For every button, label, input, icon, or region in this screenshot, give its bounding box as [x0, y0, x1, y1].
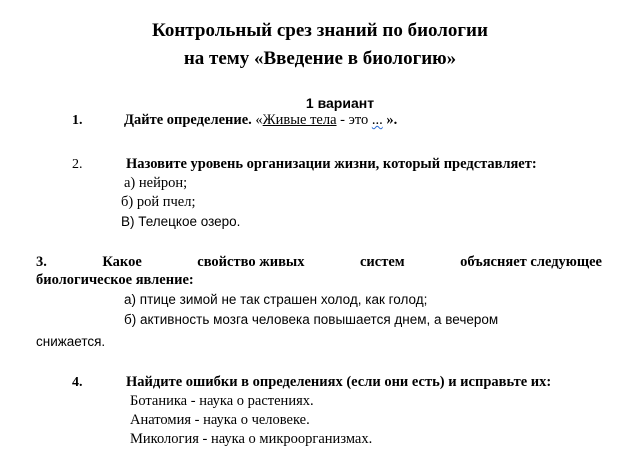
- question-2-number: 2.: [72, 157, 83, 172]
- question-4-item-3: Микология - наука о микроорганизмах.: [130, 431, 373, 447]
- title-line-2: на тему «Введение в биологию»: [183, 48, 457, 69]
- question-3-option-a: а) птице зимой не так страшен холод, как голод;: [124, 292, 428, 307]
- question-1-quote-open: «: [255, 112, 263, 128]
- question-3-word-1: Какое: [102, 254, 142, 270]
- question-4-text: Найдите ошибки в определениях (если они есть) и исправьте их:: [126, 374, 552, 390]
- question-4-item-2: Анатомия - наука о человеке.: [130, 412, 310, 428]
- question-1-number: 1.: [72, 113, 83, 128]
- question-1-text: Дайте определение.: [124, 112, 256, 128]
- question-2-option-c: В) Телецкое озеро.: [121, 214, 241, 229]
- question-1-term: Живые тела: [262, 112, 337, 128]
- question-3-number: 3.: [36, 254, 47, 270]
- question-4-item-1: Ботаника - наука о растениях.: [130, 393, 314, 409]
- variant-label: 1 вариант: [305, 95, 375, 111]
- question-3-continuation: снижается.: [36, 334, 106, 349]
- question-3-line-2: биологическое явление:: [36, 272, 194, 288]
- question-1-dots: ...: [371, 112, 383, 128]
- question-3-word-2: свойство живых: [197, 254, 305, 270]
- title-line-1: Контрольный срез знаний по биологии: [152, 20, 488, 41]
- question-1-quote-close: ».: [382, 112, 398, 128]
- question-2-option-a: а) нейрон;: [124, 175, 188, 191]
- question-1: [124, 112, 397, 129]
- question-4-number: 4.: [72, 375, 83, 390]
- question-3-option-b: б) активность мозга человека повышается днем, а вечером: [124, 312, 499, 327]
- question-2-text: Назовите уровень организации жизни, который представляет:: [126, 156, 537, 172]
- question-1-rest: - это: [336, 112, 372, 128]
- question-2-option-b: б) рой пчел;: [121, 194, 196, 210]
- question-3-word-4: объясняет следующее: [460, 254, 602, 270]
- question-3-word-3: систем: [359, 254, 405, 270]
- question-3-line-1: [36, 254, 602, 271]
